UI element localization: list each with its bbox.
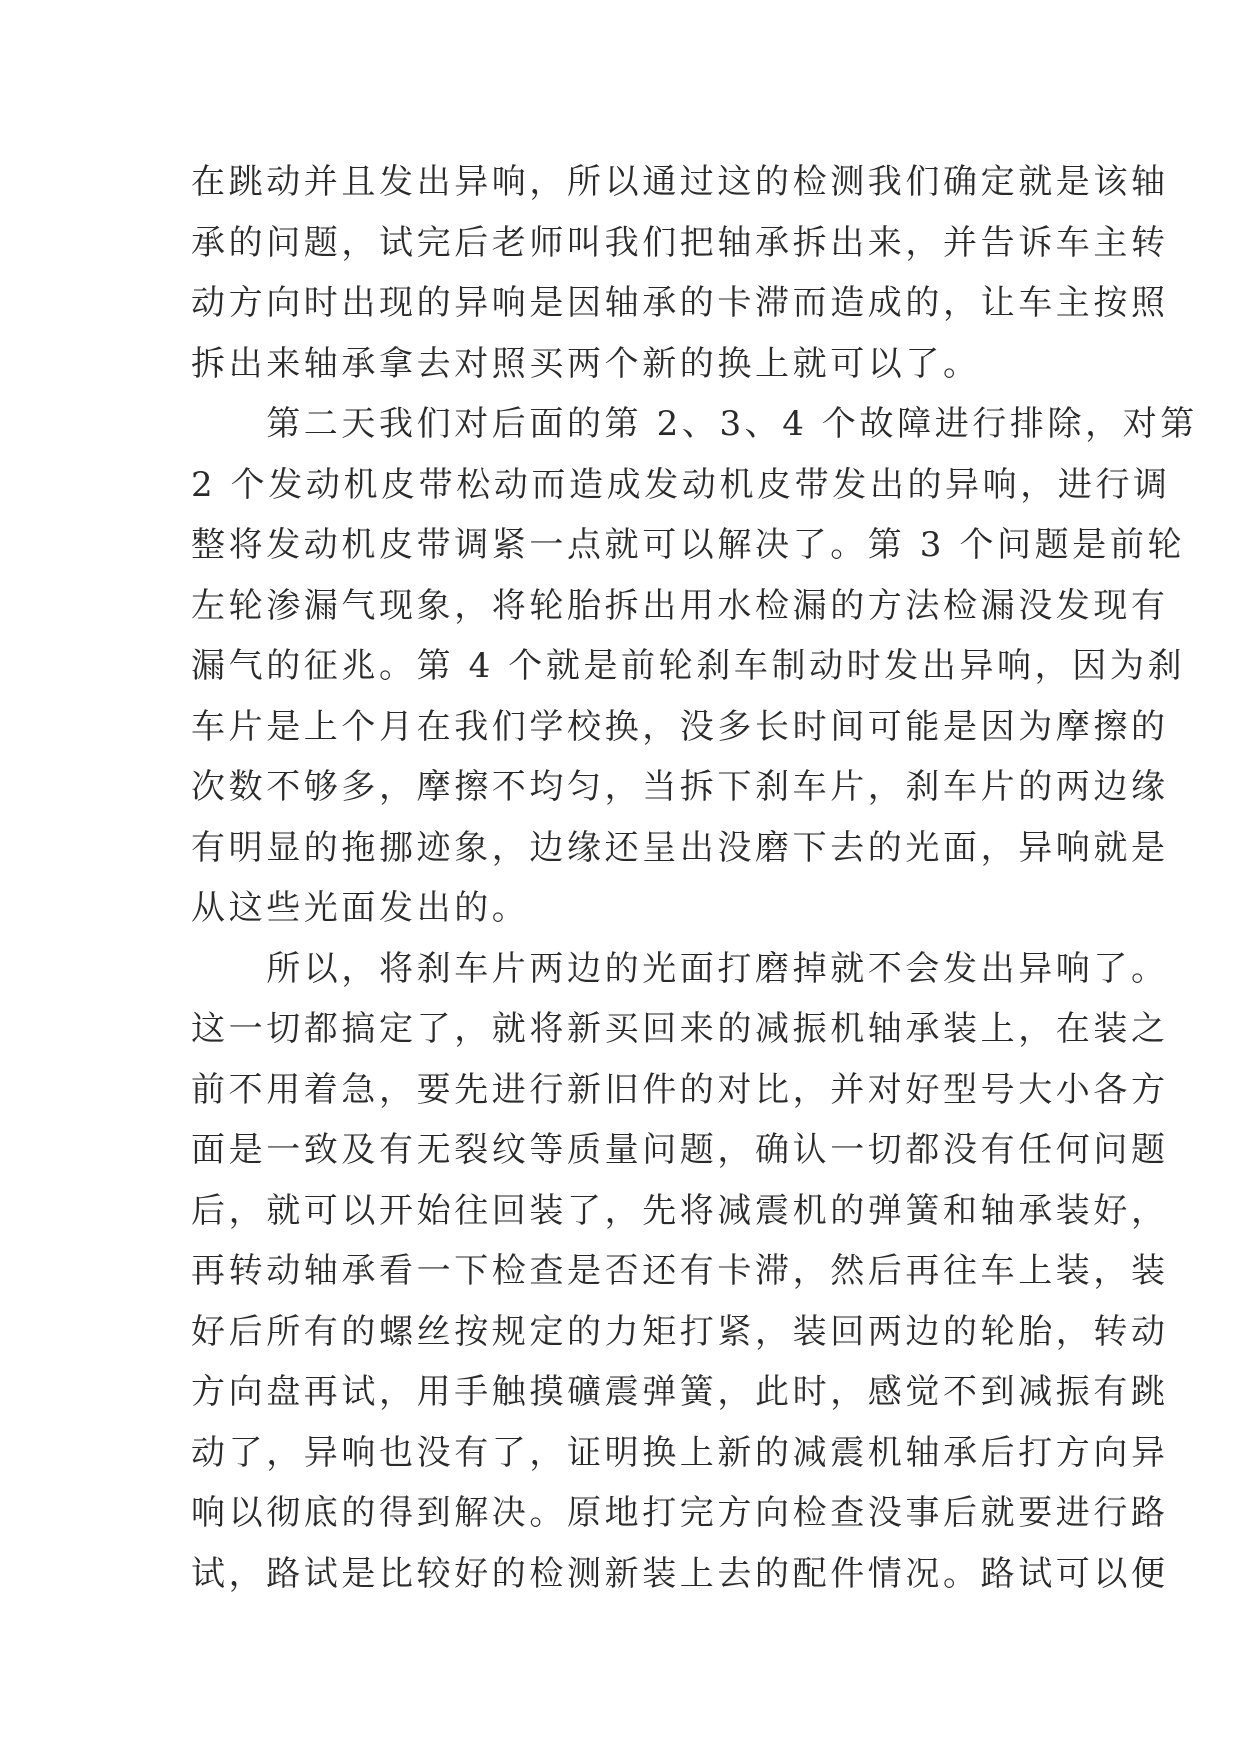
text-line: 所以，将刹车片两边的光面打磨掉就不会发出异响了。 (191, 948, 1169, 989)
text-line: 方向盘再试，用手触摸礦震弹簧，此时，感觉不到减振有跳 (191, 1372, 1169, 1412)
text-line: 试，路试是比较好的检测新装上去的配件情况。路试可以便 (191, 1553, 1169, 1594)
text-line: 拆出来轴承拿去对照买两个新的换上就可以了。 (191, 343, 981, 384)
text-line: 次数不够多，摩擦不均匀，当拆下刹车片，刹车片的两边缘 (191, 767, 1169, 807)
text-line: 车片是上个月在我们学校换，没多长时间可能是因为摩擦的 (191, 706, 1169, 747)
text-line: 承的问题，试完后老师叫我们把轴承拆出来，并告诉车主转 (191, 222, 1169, 263)
text-line: 面是一致及有无裂纹等质量问题，确认一切都没有任何问题 (191, 1130, 1169, 1170)
text-line: 有明显的拖挪迹象，边缘还呈出没磨下去的光面，异响就是 (191, 827, 1169, 868)
text-line: 左轮渗漏气现象，将轮胎拆出用水检漏的方法检漏没发现有 (191, 585, 1169, 626)
text-line: 后，就可以开始往回装了，先将减震机的弹簧和轴承装好， (191, 1190, 1169, 1231)
text-line: 从这些光面发出的。 (191, 888, 530, 928)
text-line: 好后所有的螺丝按规定的力矩打紧，装回两边的轮胎，转动 (191, 1311, 1169, 1352)
text-line: 动方向时出现的异响是因轴承的卡滞而造成的，让车主按照 (191, 283, 1169, 323)
text-line: 动了，异响也没有了，证明换上新的减震机轴承后打方向异 (191, 1432, 1169, 1473)
body-text (191, 152, 1198, 1604)
text-line: 在跳动并且发出异响，所以通过这的检测我们确定就是该轴 (191, 162, 1169, 202)
text-line: 漏气的征兆。第 4 个就是前轮刹车制动时发出异响，因为刹 (191, 646, 1186, 686)
text-line: 响以彻底的得到解决。原地打完方向检查没事后就要进行路 (191, 1493, 1169, 1533)
text-line: 第二天我们对后面的第 2、3、4 个故障进行排除，对第 (191, 404, 1198, 444)
text-line: 这一切都搞定了，就将新买回来的减振机轴承装上，在装之 (191, 1009, 1169, 1049)
text-line: 前不用着急，要先进行新旧件的对比，并对好型号大小各方 (191, 1069, 1169, 1110)
text-line: 整将发动机皮带调紧一点就可以解决了。第 3 个问题是前轮 (191, 525, 1186, 565)
text-line: 2 个发动机皮带松动而造成发动机皮带发出的异响，进行调 (191, 464, 1171, 505)
text-line: 再转动轴承看一下检查是否还有卡滞，然后再往车上装，装 (191, 1251, 1169, 1291)
